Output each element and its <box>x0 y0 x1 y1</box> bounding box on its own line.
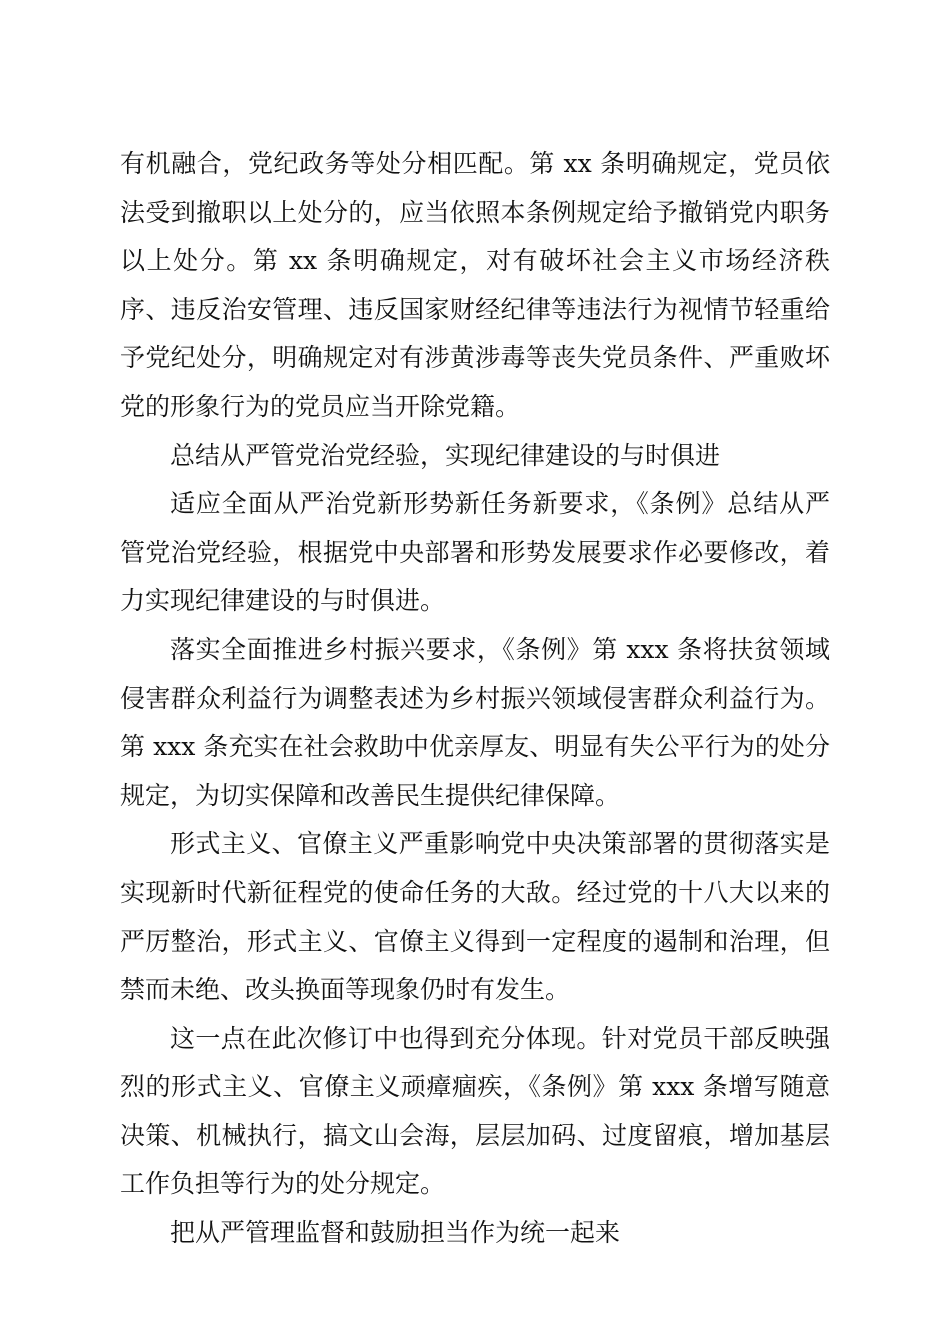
document-body <box>120 140 830 1258</box>
paragraph: 形式主义、官僚主义严重影响党中央决策部署的贯彻落实是实现新时代新征程党的使命任务的大敌。经过党的十八大以来的严厉整治，形式主义、官僚主义得到一定程度的遏制和治理，但禁而未绝、改头换面等现象仍时有发生。 <box>120 829 830 1005</box>
paragraph-continuation: 有机融合，党纪政务等处分相匹配。第 xx 条明确规定，党员依法受到撤职以上处分的，应当依照本条例规定给予撤销党内职务以上处分。第 xx 条明确规定，对有破坏社会主义市场经济秩序、违反治安管理、违反国家财经纪律等违法行为视情节轻重给予党纪处分，明确规定对有涉黄涉毒等丧失党员条件、严重败坏党的形象行为的党员应当开除党籍。 <box>120 149 830 421</box>
paragraph: 这一点在此次修订中也得到充分体现。针对党员干部反映强烈的形式主义、官僚主义顽瘴痼疾，《条例》第 xxx 条增写随意决策、机械执行，搞文山会海，层层加码、过度留痕，增加基层工作负担等行为的处分规定。 <box>120 1023 830 1199</box>
paragraph: 适应全面从严治党新形势新任务新要求，《条例》总结从严管党治党经验，根据党中央部署和形势发展要求作必要修改，着力实现纪律建设的与时俱进。 <box>120 489 830 616</box>
section-heading: 把从严管理监督和鼓励担当作为统一起来 <box>170 1218 621 1248</box>
paragraph: 落实全面推进乡村振兴要求，《条例》第 xxx 条将扶贫领域侵害群众利益行为调整表述为乡村振兴领域侵害群众利益行为。第 xxx 条充实在社会救助中优亲厚友、明显有失公平行为的处分规定，为切实保障和改善民生提供纪律保障。 <box>120 634 830 810</box>
section-heading: 总结从严管党治党经验，实现纪律建设的与时俱进 <box>170 440 721 470</box>
